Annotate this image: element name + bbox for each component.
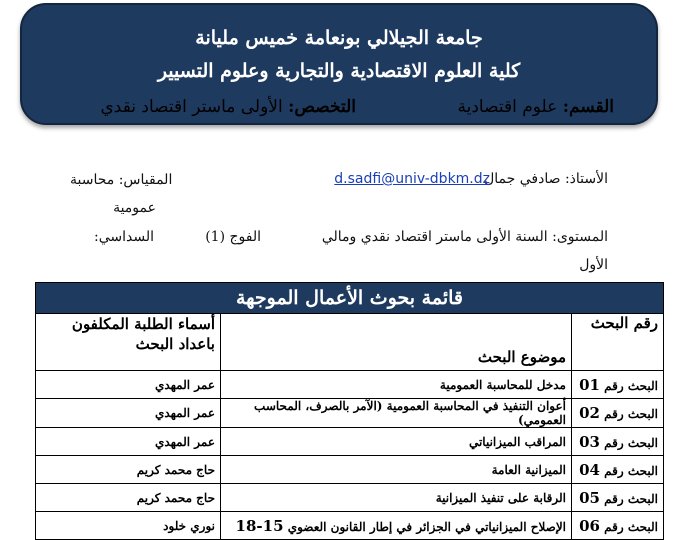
row-topic: أعوان التنفيذ في المحاسبة العمومية (الآمر بالصرف، المحاسب العمومي): [221, 399, 572, 428]
works-table: [35, 282, 664, 540]
row-topic: المراقب الميزانياتي: [221, 428, 572, 456]
row-topic: الإصلاح الميزانياتي في الجزائر في إطار القانون العضوي: [287, 519, 566, 534]
table-title: قائمة بحوث الأعمال الموجهة: [36, 283, 664, 314]
row-topic: مدخل للمحاسبة العمومية: [221, 371, 572, 399]
row-number: 03: [579, 432, 600, 451]
row-label: البحث رقم: [604, 519, 658, 534]
header-number: رقم البحث: [572, 314, 664, 371]
row-label: البحث رقم: [604, 407, 658, 421]
row-number: 04: [579, 460, 600, 479]
table-title-row: [36, 283, 664, 314]
table-header-row: [36, 314, 664, 371]
specialty-value: الأولى ماستر اقتصاد نقدي: [100, 97, 283, 117]
table-row: [36, 399, 664, 428]
row-label: البحث رقم: [604, 435, 658, 450]
department-label: القسم:: [562, 97, 614, 117]
university-name: جامعة الجيلالي بونعامة خميس مليانة: [195, 27, 483, 49]
specialty: [100, 97, 356, 117]
faculty-name: كلية العلوم الاقتصادية والتجارية وعلوم التسيير: [157, 60, 521, 82]
row-topic: الرقابة على تنفيذ الميزانية: [221, 484, 572, 512]
header-topic: موضوع البحث: [221, 314, 572, 371]
department-value: علوم اقتصادية: [457, 97, 558, 117]
row-number: 05: [579, 488, 600, 507]
table-row: [36, 428, 664, 456]
row-number: 06: [579, 516, 600, 535]
professor-name: الأستاذ: صادفي جمال: [484, 171, 608, 187]
table-row: [36, 371, 664, 399]
row-label: البحث رقم: [604, 491, 658, 506]
header-names: أسماء الطلبة المكلفون باعداد البحث: [36, 314, 221, 371]
row-topic: الميزانية العامة: [221, 456, 572, 484]
row-number: 02: [579, 404, 600, 422]
subject-line-2: عمومية: [113, 200, 156, 216]
semester-label: السداسي:: [94, 229, 154, 245]
row-names: نوري خلود: [36, 512, 221, 540]
row-number: 01: [579, 375, 600, 394]
row-names: حاج محمد كريم: [36, 484, 221, 512]
row-names: عمر المهدي: [36, 399, 221, 428]
specialty-label: التخصص:: [288, 97, 356, 117]
subject-line-1: المقياس: محاسبة: [70, 172, 173, 188]
row-names: عمر المهدي: [36, 371, 221, 399]
header-banner: [20, 3, 658, 125]
row-names: عمر المهدي: [36, 428, 221, 456]
table-row: [36, 456, 664, 484]
table-row: [36, 512, 664, 540]
row-label: البحث رقم: [604, 378, 658, 393]
row-label: البحث رقم: [604, 463, 658, 478]
department: [458, 97, 614, 117]
level: المستوى: السنة الأولى ماستر اقتصاد نقدي ومالي: [321, 229, 608, 245]
row-names: حاج محمد كريم: [36, 456, 221, 484]
row-topic-law-number: 15-18: [235, 516, 284, 535]
email-link[interactable]: d.sadfi@univ-dbkm.dz: [334, 171, 490, 187]
table-row: [36, 484, 664, 512]
semester-value: الأول: [579, 257, 608, 273]
group: الفوج (1): [205, 229, 261, 245]
